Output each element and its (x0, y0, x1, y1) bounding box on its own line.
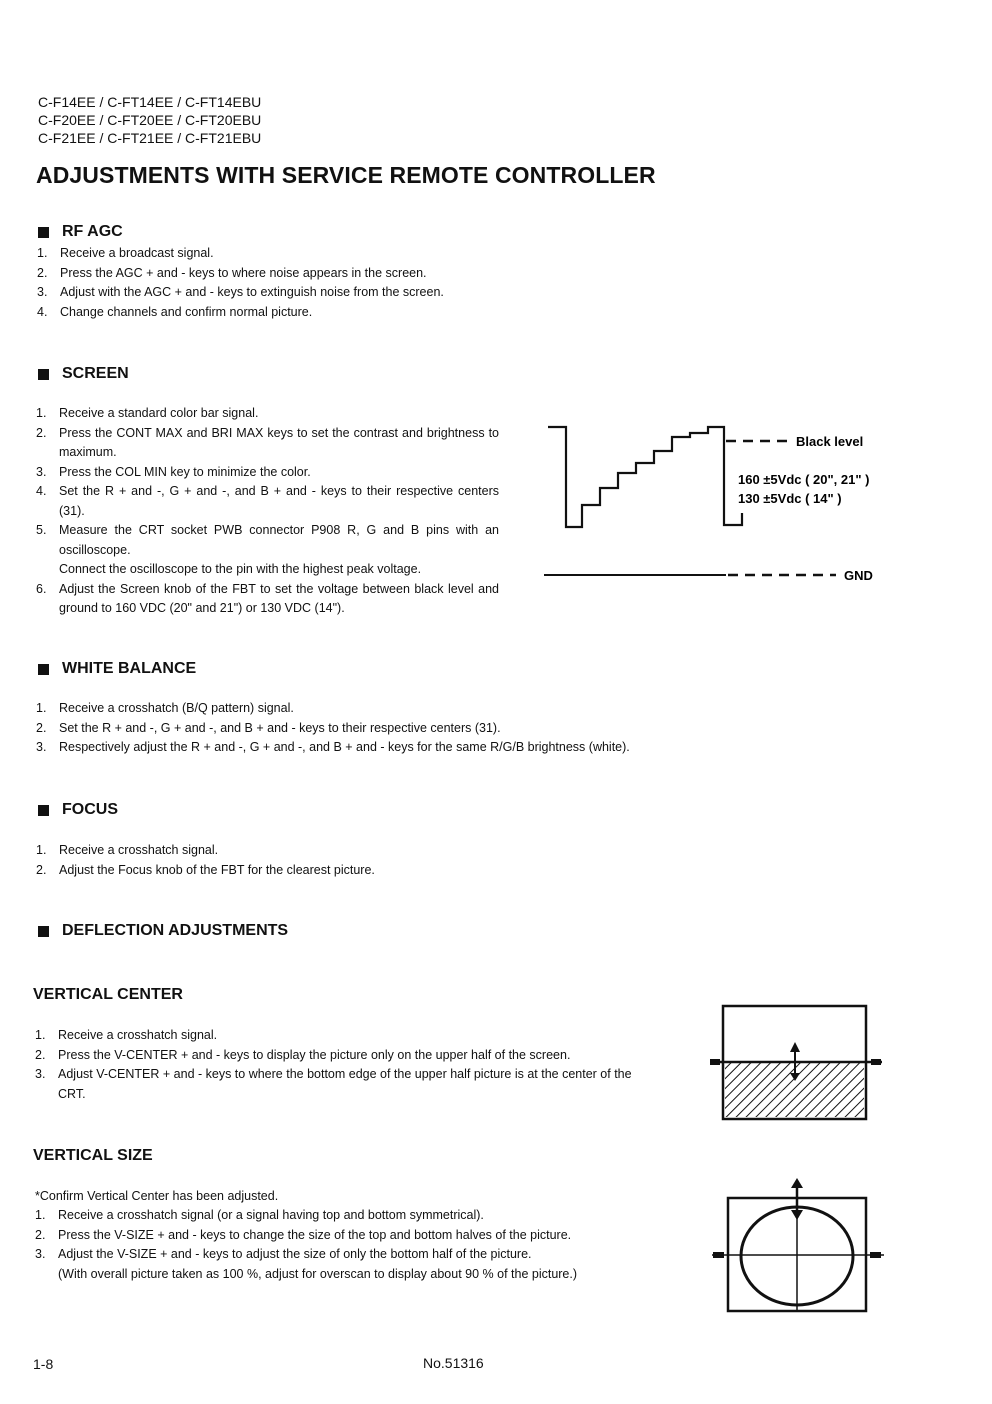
voltage-label-20-21: 160 ±5Vdc ( 20", 21" ) (738, 472, 870, 487)
list-item (35, 1226, 675, 1246)
step-text: Set the R + and -, G + and -, and B + and - keys to their respective centers (31). (59, 720, 501, 735)
step-text: (With overall picture taken as 100 %, adjust for overscan to display about 90 % of the picture.) (58, 1266, 578, 1281)
subheading-vertical-center: VERTICAL CENTER (33, 986, 183, 1003)
step-number: 5. (36, 523, 47, 537)
list-item (36, 424, 499, 463)
screen-steps (36, 404, 499, 619)
step-text: Adjust the Focus knob of the FBT for the clearest picture. (59, 862, 375, 877)
step-text: Connect the oscilloscope to the pin with the highest peak voltage. (59, 562, 422, 576)
up-arrow-icon (791, 1178, 803, 1188)
step-text: Change channels and confirm normal picture. (60, 304, 313, 319)
list-item (37, 303, 537, 323)
page-title: ADJUSTMENTS WITH SERVICE REMOTE CONTROLLER (36, 162, 656, 188)
step-number: 2. (37, 265, 48, 280)
section-title: SCREEN (62, 365, 129, 382)
step-number: 1. (36, 406, 47, 420)
bullet-square-icon (38, 805, 49, 816)
model-list (38, 93, 261, 147)
list-item (35, 1265, 675, 1285)
step-number: 3. (35, 1247, 46, 1261)
right-center-marker (871, 1059, 881, 1065)
step-text: Measure the CRT socket PWB connector P908 R, G and B pins with an oscilloscope. (59, 523, 499, 557)
section-heading-rf-agc (38, 223, 123, 241)
step-number: 1. (36, 843, 47, 857)
rf-agc-steps (37, 244, 537, 322)
step-text: Receive a crosshatch signal. (59, 843, 219, 857)
document-number: No.51316 (423, 1355, 484, 1371)
step-number: 4. (37, 304, 48, 319)
step-text: Adjust the Screen knob of the FBT to set the voltage between black level and ground to 160 VDC (20" and 21") or 130 VDC (14"). (59, 581, 499, 615)
right-center-marker (870, 1252, 881, 1258)
list-item (35, 1065, 635, 1104)
black-level-label: Black level (796, 434, 864, 449)
vertical-size-diagram (708, 1176, 888, 1318)
list-item (36, 560, 499, 580)
step-text: Adjust with the AGC + and - keys to extinguish noise from the screen. (60, 285, 444, 299)
list-item (37, 244, 537, 264)
left-center-marker (710, 1059, 720, 1065)
vertical-center-steps (35, 1026, 635, 1104)
step-text: Receive a crosshatch signal. (58, 1028, 218, 1042)
white-balance-steps (36, 699, 736, 758)
step-number: 4. (36, 484, 47, 498)
list-item (35, 1245, 675, 1265)
left-center-marker (713, 1252, 724, 1258)
list-item (36, 861, 636, 881)
staircase-waveform (548, 427, 742, 527)
step-text: Press the V-SIZE + and - keys to change the size of the top and bottom halves of the picture. (58, 1227, 572, 1242)
step-text: Adjust V-CENTER + and - keys to where the bottom edge of the upper half picture is at the center of the CRT. (58, 1067, 632, 1101)
model-line: C-F20EE / C-FT20EE / C-FT20EBU (38, 112, 262, 128)
section-heading-deflection (38, 922, 288, 940)
subheading-vertical-size: VERTICAL SIZE (33, 1147, 153, 1164)
bullet-square-icon (38, 926, 49, 937)
list-item (36, 841, 636, 861)
step-text: Receive a broadcast signal. (60, 246, 214, 260)
list-item (36, 738, 736, 758)
section-heading-screen (38, 365, 129, 383)
step-number: 3. (35, 1067, 46, 1081)
focus-steps (36, 841, 636, 880)
list-item (36, 521, 499, 560)
vertical-size-note: *Confirm Vertical Center has been adjusted. (35, 1189, 279, 1203)
step-number: 1. (36, 701, 47, 715)
step-number: 2. (36, 425, 47, 440)
section-title: WHITE BALANCE (62, 660, 197, 677)
section-title: FOCUS (62, 801, 118, 818)
step-text: Set the R + and -, G + and -, and B + and - keys to their respective centers (31). (59, 484, 499, 518)
page-number: 1-8 (33, 1356, 54, 1372)
section-heading-white-balance (38, 660, 196, 678)
section-heading-focus (38, 801, 118, 819)
step-text: Press the CONT MAX and BRI MAX keys to set the contrast and brightness to maximum. (59, 425, 499, 459)
voltage-label-14: 130 ±5Vdc ( 14" ) (738, 491, 842, 506)
bullet-square-icon (38, 227, 49, 238)
step-number: 2. (35, 1047, 46, 1062)
list-item (36, 482, 499, 521)
gnd-label: GND (844, 568, 873, 583)
screen-waveform-diagram (540, 415, 900, 595)
step-text: Respectively adjust the R + and -, G + and -, and B + and - keys for the same R/G/B brightness (white). (59, 740, 630, 754)
list-item (37, 264, 537, 284)
list-item (36, 404, 499, 424)
list-item (36, 580, 499, 619)
step-number: 1. (37, 246, 48, 260)
list-item (35, 1206, 675, 1226)
step-number: 2. (36, 720, 47, 735)
step-text: Press the AGC + and - keys to where noise appears in the screen. (60, 265, 427, 280)
list-item (37, 283, 537, 303)
model-line: C-F21EE / C-FT21EE / C-FT21EBU (38, 130, 262, 146)
step-text: Receive a crosshatch (B/Q pattern) signal. (59, 701, 294, 715)
section-title: DEFLECTION ADJUSTMENTS (62, 922, 289, 939)
list-item (35, 1046, 635, 1066)
step-number: 1. (35, 1208, 46, 1222)
list-item (36, 719, 736, 739)
step-text: Press the V-CENTER + and - keys to display the picture only on the upper half of the screen. (58, 1047, 571, 1062)
step-text: Receive a standard color bar signal. (59, 406, 259, 420)
list-item (36, 699, 736, 719)
list-item (36, 463, 499, 483)
step-number: 6. (36, 581, 47, 596)
step-number: 2. (35, 1227, 46, 1242)
list-item (35, 1026, 635, 1046)
section-title: RF AGC (62, 223, 123, 240)
vertical-center-diagram (706, 998, 886, 1128)
step-number: 3. (36, 464, 47, 479)
step-text: Receive a crosshatch signal (or a signal having top and bottom symmetrical). (58, 1208, 484, 1222)
step-text: Press the COL MIN key to minimize the color. (59, 464, 311, 479)
model-line: C-F14EE / C-FT14EE / C-FT14EBU (38, 94, 262, 110)
step-text: Adjust the V-SIZE + and - keys to adjust the size of only the bottom half of the picture. (58, 1247, 532, 1261)
bullet-square-icon (38, 369, 49, 380)
step-number: 3. (37, 285, 48, 299)
step-number: 2. (36, 862, 47, 877)
step-number: 3. (36, 740, 47, 754)
bullet-square-icon (38, 664, 49, 675)
vertical-size-steps (35, 1206, 675, 1284)
step-number: 1. (35, 1028, 46, 1042)
